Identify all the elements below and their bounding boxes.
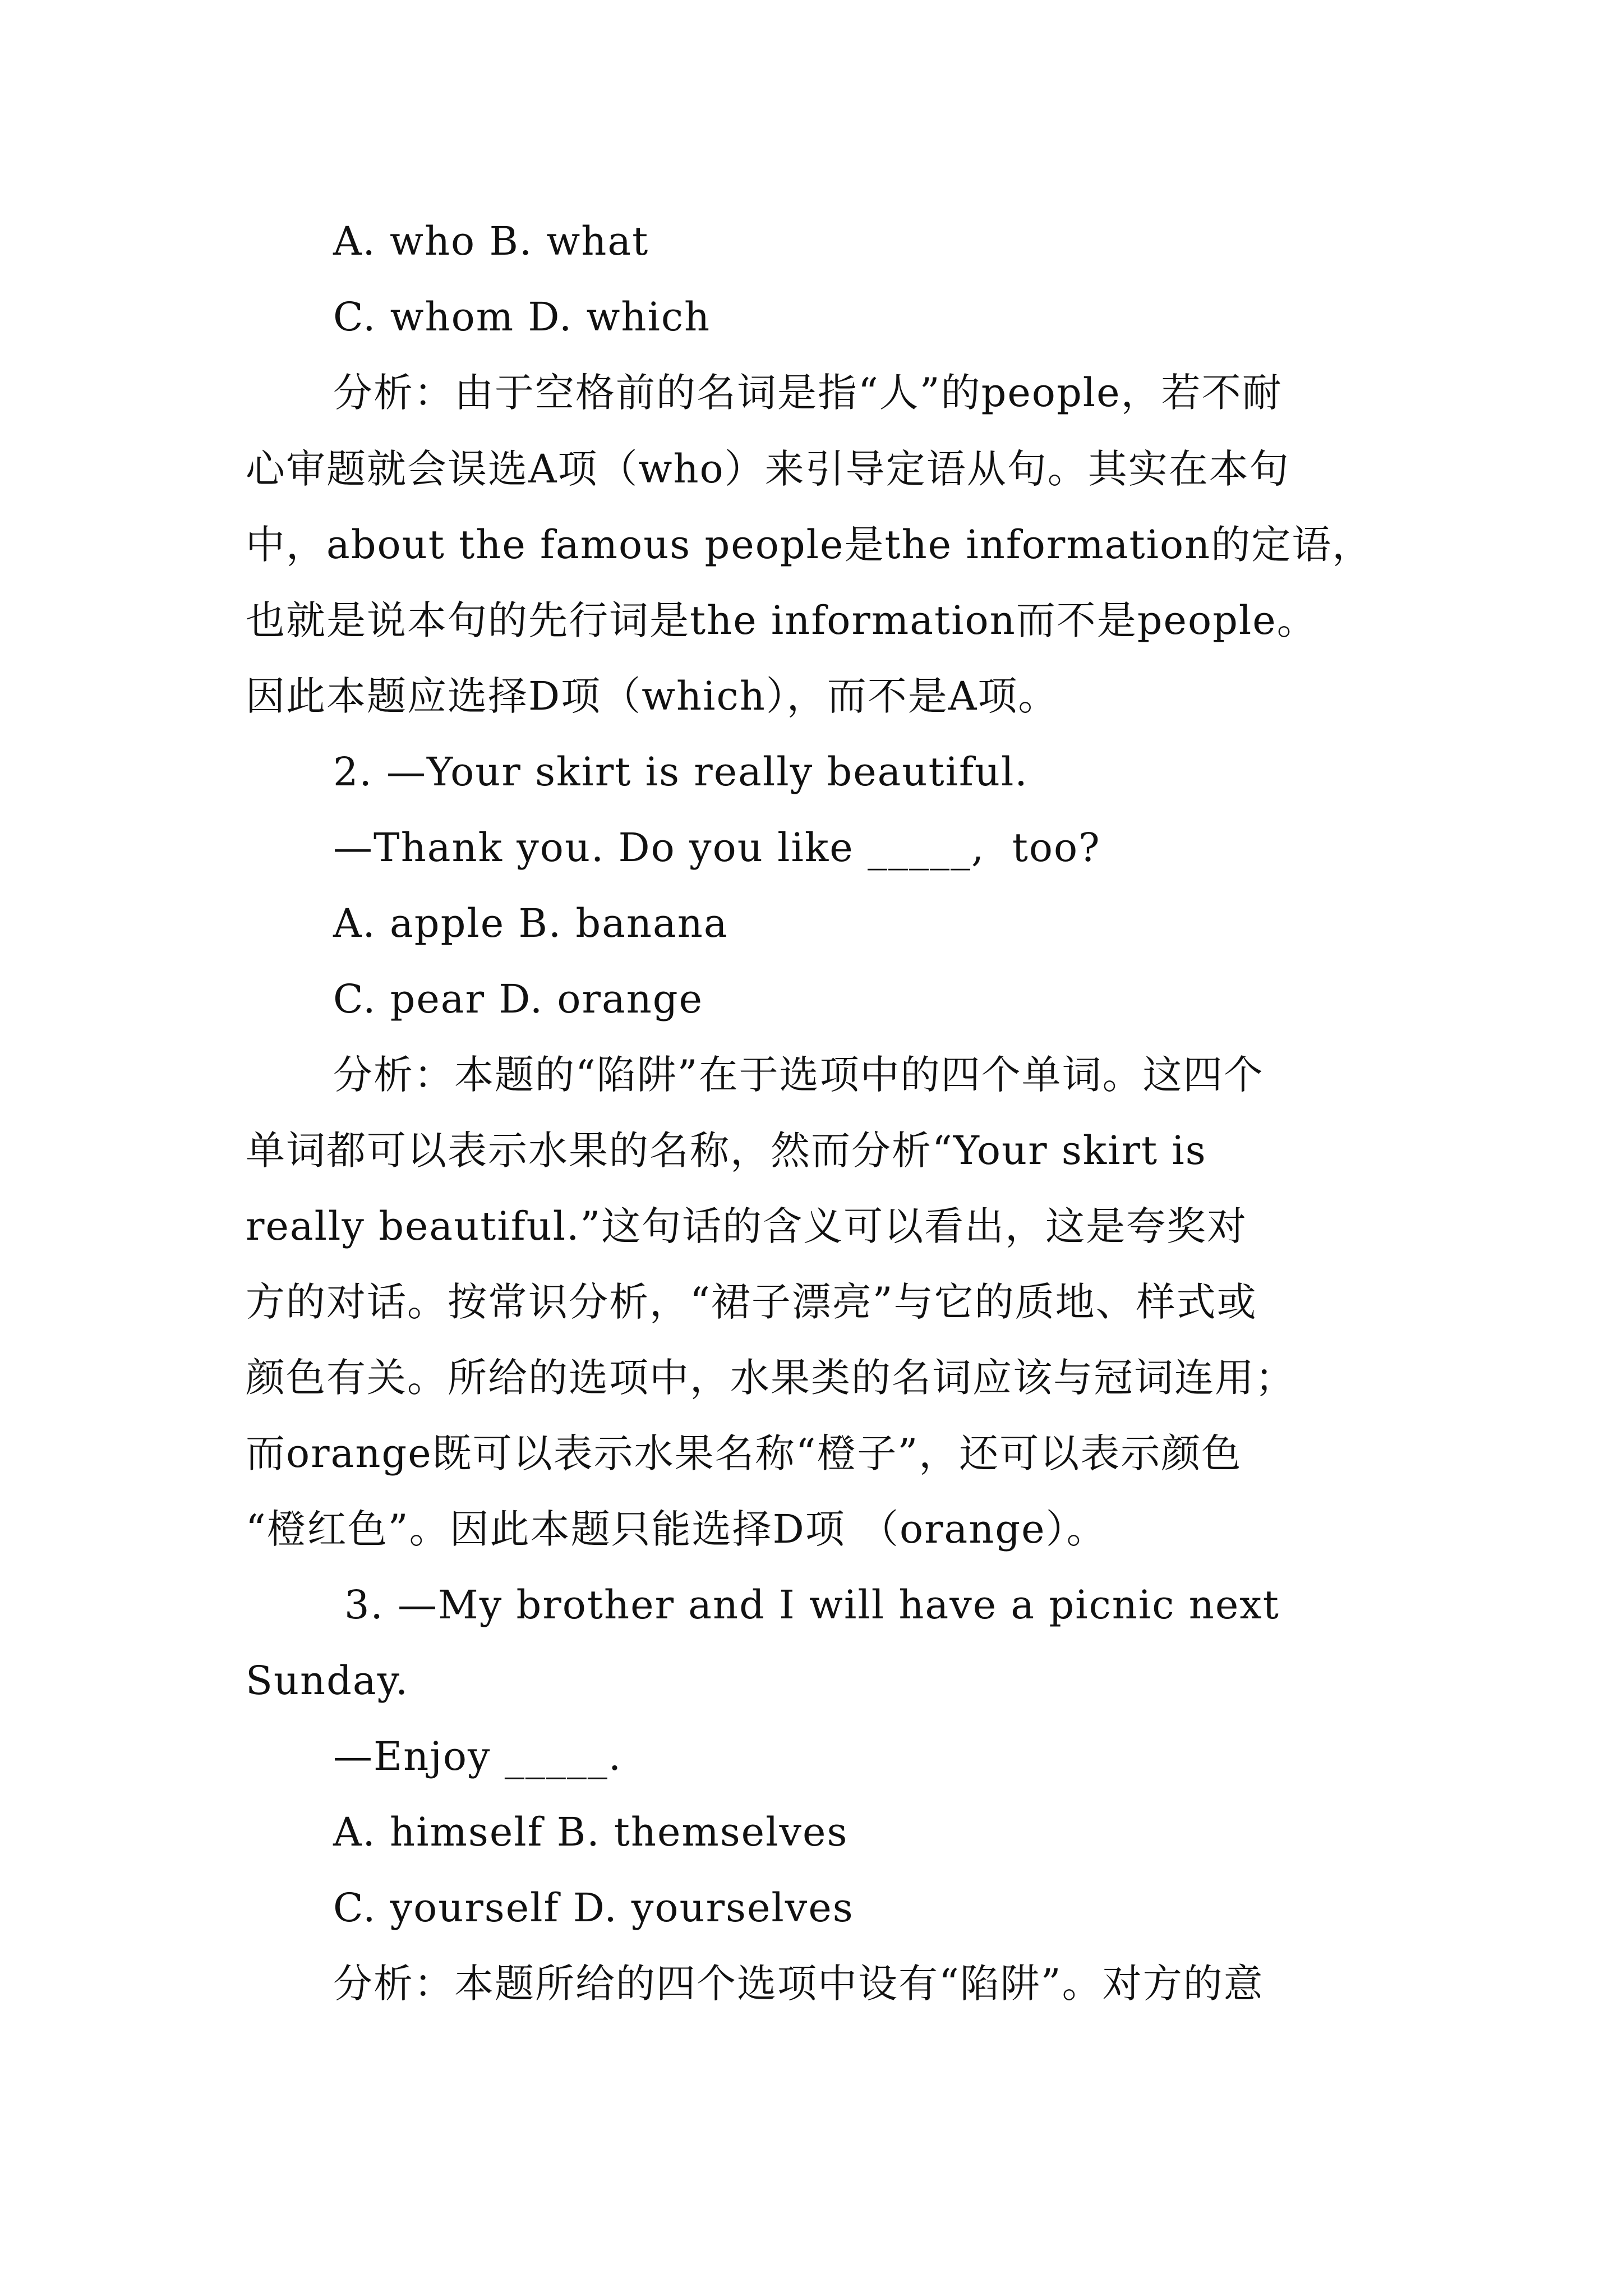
question-2-line-1: 2. —Your skirt is really beautiful. <box>333 749 1029 795</box>
analysis-1-line-1: 分析：由于空格前的名词是指“人”的people，若不耐 <box>333 370 1283 416</box>
option-line-ab-3: A. himself B. themselves <box>333 1809 849 1855</box>
option-line-cd-1: C. whom D. which <box>333 294 711 340</box>
analysis-1-line-3: 中，about the famous people是the information的定语， <box>246 522 1373 568</box>
analysis-2-line-3: really beautiful.”这句话的含义可以看出，这是夸奖对 <box>246 1203 1248 1249</box>
analysis-1-line-5: 因此本题应选择D项（which），而不是A项。 <box>246 673 1059 719</box>
analysis-1-line-4: 也就是说本句的先行词是the information而不是people。 <box>246 597 1317 643</box>
analysis-2-line-7: “橙红色”。因此本题只能选择D项 （orange）。 <box>246 1506 1107 1552</box>
option-line-cd-3: C. yourself D. yourselves <box>333 1885 854 1931</box>
analysis-2-line-6: 而orange既可以表示水果名称“橙子”，还可以表示颜色 <box>246 1430 1242 1476</box>
question-3-line-2: Sunday. <box>246 1658 409 1704</box>
question-3-line-3: —Enjoy _____. <box>333 1733 623 1779</box>
option-line-ab-1: A. who B. what <box>333 218 649 264</box>
option-line-cd-2: C. pear D. orange <box>333 976 704 1022</box>
question-2-line-2: —Thank you. Do you like _____, too? <box>333 825 1101 871</box>
option-line-ab-2: A. apple B. banana <box>333 900 728 946</box>
analysis-1-line-2: 心审题就会误选A项（who）来引导定语从句。其实在本句 <box>246 446 1290 492</box>
analysis-2-line-4: 方的对话。按常识分析，“裙子漂亮”与它的质地、样式或 <box>246 1279 1257 1325</box>
analysis-2-line-5: 颜色有关。所给的选项中，水果类的名词应该与冠词连用； <box>246 1355 1295 1401</box>
analysis-2-line-2: 单词都可以表示水果的名称，然而分析“Your skirt is <box>246 1128 1207 1174</box>
analysis-2-line-1: 分析：本题的“陷阱”在于选项中的四个单词。这四个 <box>333 1052 1264 1098</box>
analysis-3-line-1: 分析：本题所给的四个选项中设有“陷阱”。对方的意 <box>333 1961 1264 2007</box>
question-3-line-1: 3. —My brother and I will have a picnic next <box>344 1582 1280 1628</box>
